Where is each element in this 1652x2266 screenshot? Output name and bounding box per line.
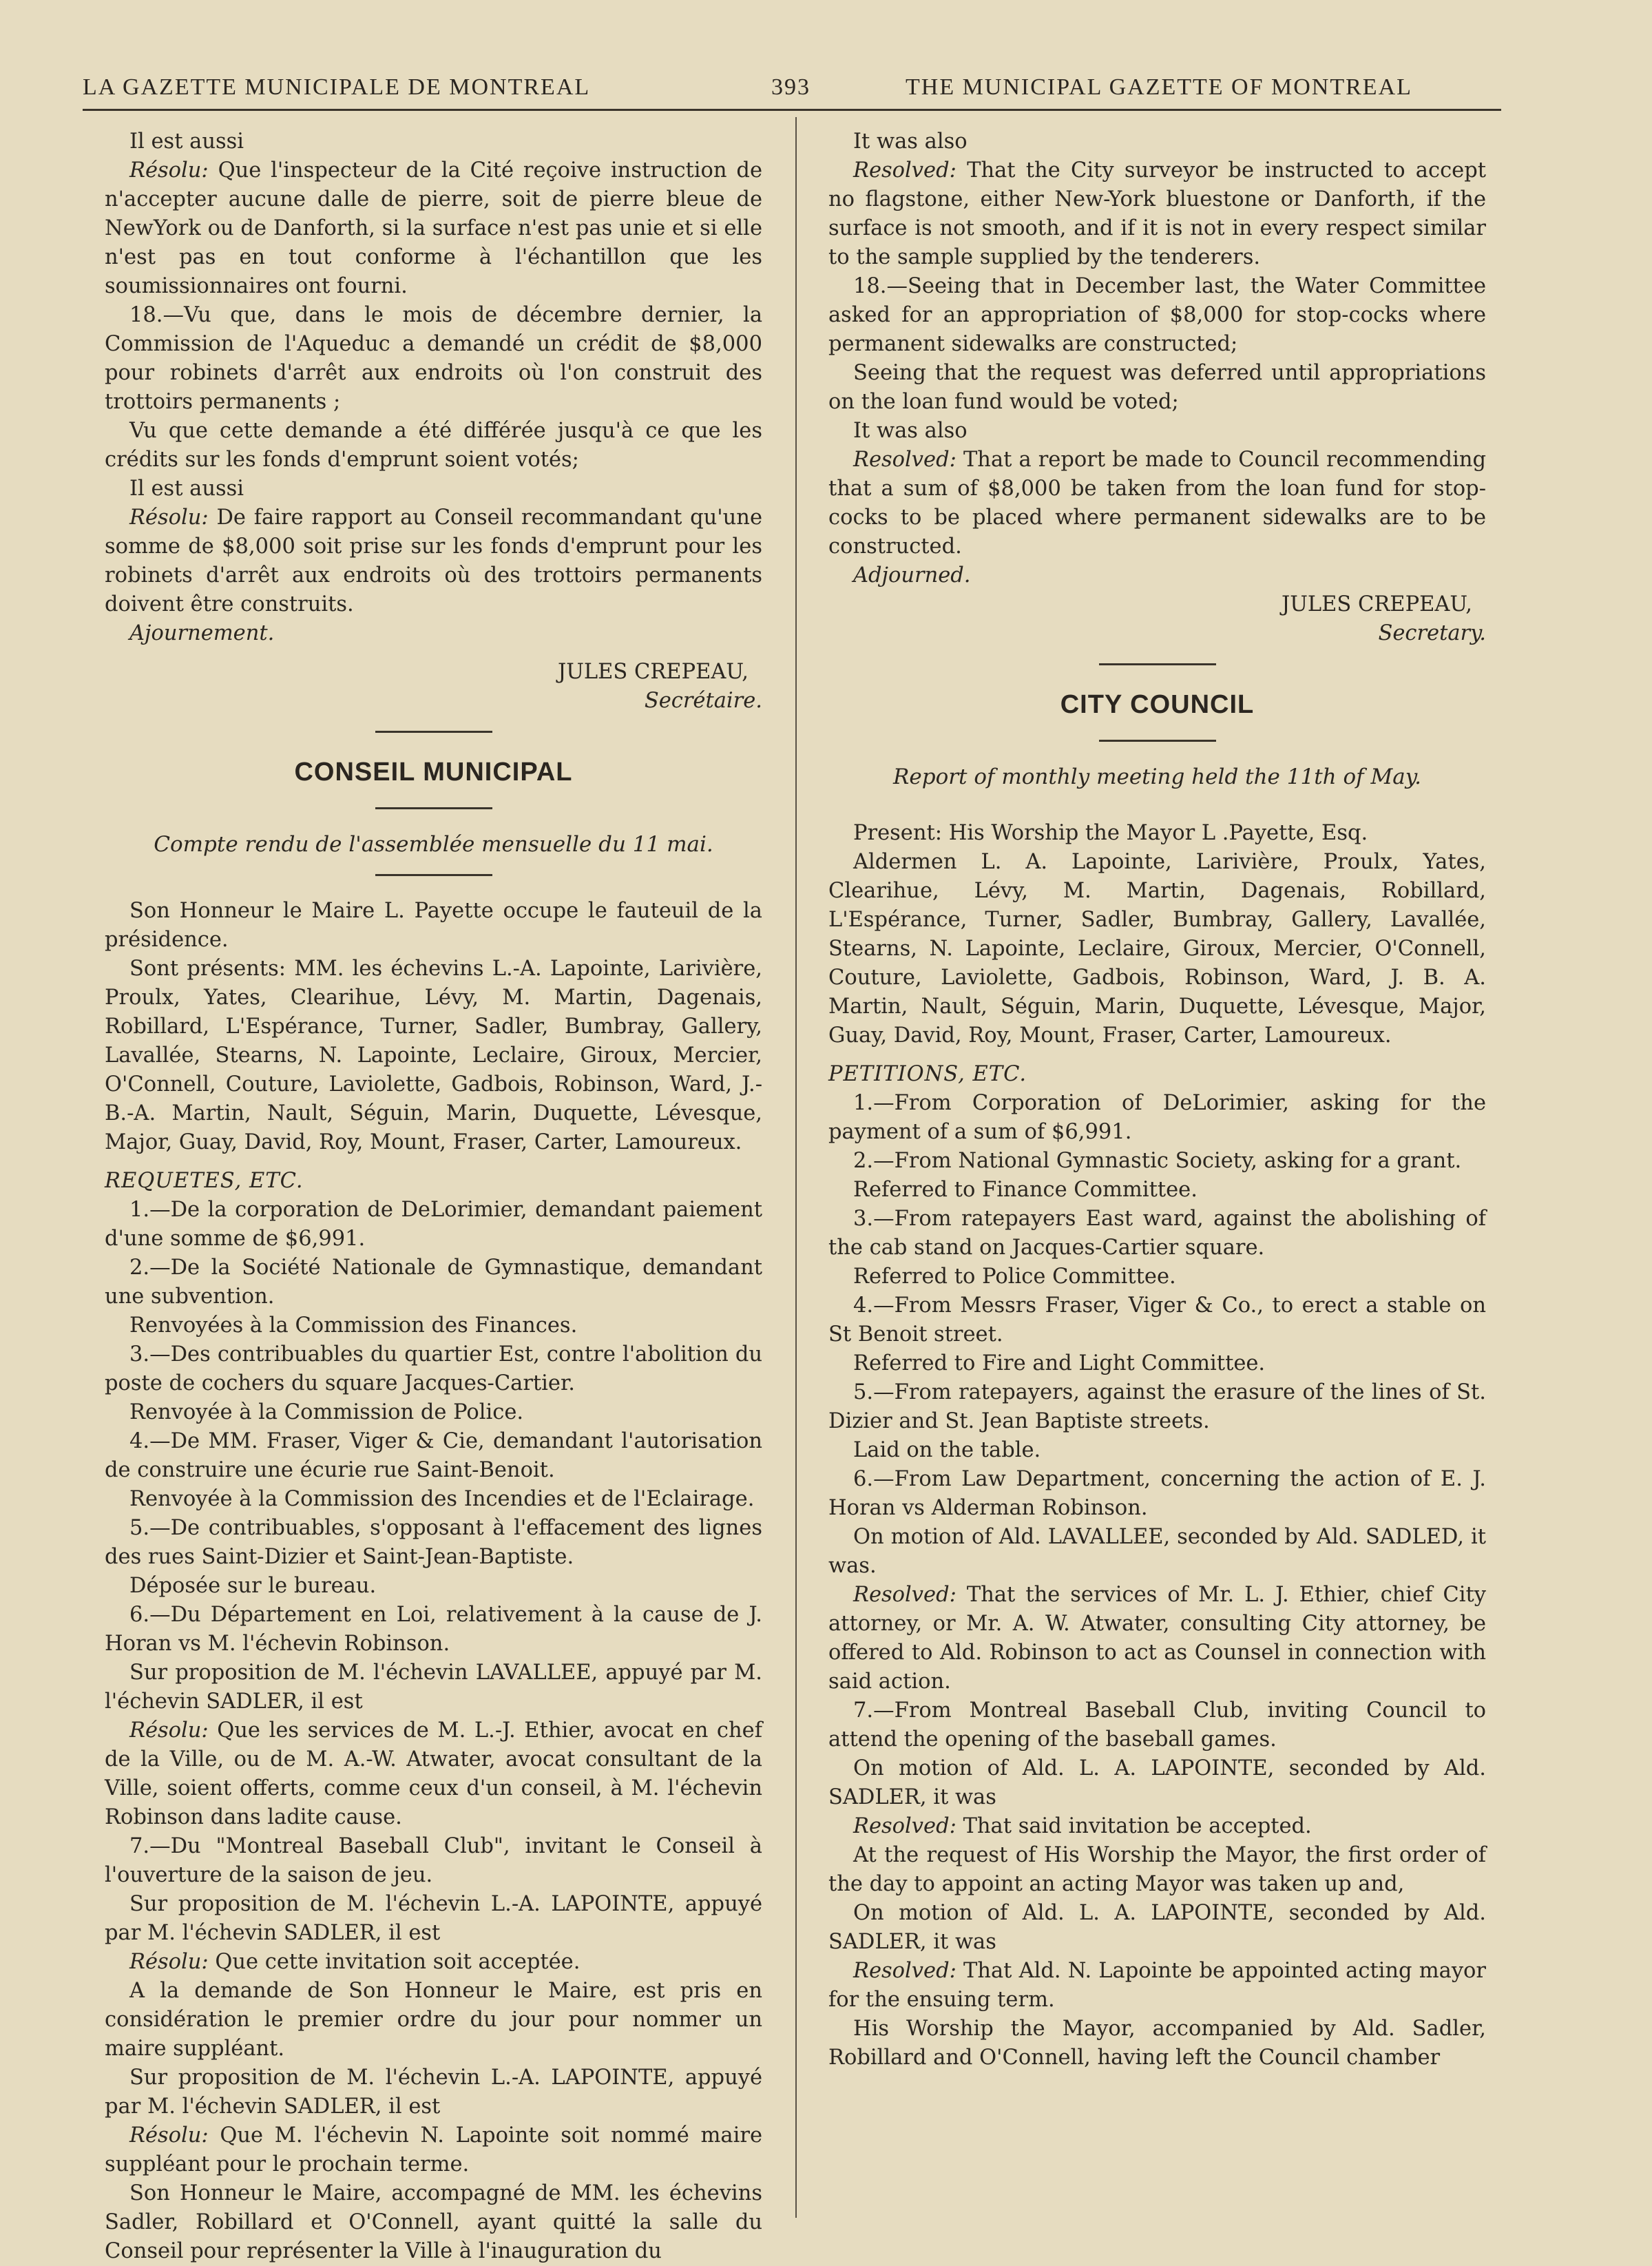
paragraph-text: That said invitation be accepted. <box>956 1814 1312 1838</box>
paragraph: 7.—From Montreal Baseball Club, inviting Council to attend the opening of the baseball games. <box>828 1698 1486 1752</box>
resolved-label: Résolu: <box>129 158 209 183</box>
column-divider <box>795 117 797 2218</box>
resolved-label: Résolu: <box>129 1718 209 1743</box>
adjournment: Adjourned. <box>853 563 971 588</box>
separator-rule <box>375 731 492 733</box>
header-right-title: THE MUNICIPAL GAZETTE OF MONTREAL <box>906 74 1412 100</box>
paragraph <box>828 446 1486 561</box>
paragraph: A la demande de Son Honneur le Maire, est pris en considération le premier ordre du jour pour nommer un maire suppléant. <box>105 1979 762 2061</box>
paragraph: 4.—De MM. Fraser, Viger & Cie, demandant l'autorisation de construire une écurie rue Saint-Benoit. <box>105 1429 762 1482</box>
paragraph: 2.—From National Gymnastic Society, asking for a grant. <box>853 1149 1462 1173</box>
paragraph: Renvoyée à la Commission de Police. <box>129 1400 524 1424</box>
paragraph: Déposée sur le bureau. <box>129 1574 377 1598</box>
paragraph: Referred to Fire and Light Committee. <box>853 1351 1266 1375</box>
paragraph: Referred to Police Committee. <box>853 1265 1176 1289</box>
paragraph: 4.—From Messrs Fraser, Viger & Co., to erect a stable on St Benoit street. <box>828 1293 1486 1347</box>
section-subtitle: Report of monthly meeting held the 11th of May. <box>893 765 1421 789</box>
paragraph <box>105 2121 762 2179</box>
adjournment: Ajournement. <box>129 621 275 645</box>
paragraph: On motion of Ald. LAVALLEE, seconded by Ald. SADLED, it was. <box>828 1525 1486 1578</box>
paragraph: 3.—Des contribuables du quartier Est, contre l'abolition du poste de cochers du square Jacques-Cartier. <box>105 1342 762 1395</box>
paragraph-text: That the City surveyor be instructed to accept no flagstone, either New-York bluestone or Danforth, if the surface is not smooth, and if it is not in every respect similar to the sample supplied by the tenderers. <box>828 158 1486 269</box>
section-subtitle: Compte rendu de l'assemblée mensuelle du 11 mai. <box>154 832 713 857</box>
paragraph: 7.—Du "Montreal Baseball Club", invitant le Conseil à l'ouverture de la saison de jeu. <box>105 1834 762 1887</box>
paragraph <box>105 1948 762 1977</box>
signature-title: Secretary. <box>1378 621 1486 645</box>
paragraph: 1.—De la corporation de DeLorimier, demandant paiement d'une somme de $6,991. <box>105 1198 762 1251</box>
paragraph <box>105 1716 762 1832</box>
resolved-label: Resolved: <box>853 1814 956 1838</box>
signature-name: JULES CREPEAU, <box>557 660 749 684</box>
resolved-label: Resolved: <box>853 158 956 183</box>
paragraph-text: De faire rapport au Conseil recommandant qu'une somme de $8,000 soit prise sur les fonds d'emprunt pour les robinets d'arrêt aux endroits où des trottoirs permanents doivent être construits. <box>105 506 762 616</box>
paragraph: Laid on the table. <box>853 1438 1041 1462</box>
paragraph: Aldermen L. A. Lapointe, Larivière, Proulx, Yates, Clearihue, Lévy, M. Martin, Dagenais, Robillard, L'Espérance, Turner, Sadler, Bumbray, Gallery, Lavallée, Stearns, N. Lapointe, Leclaire, Giroux, Mercier, O'Connell, Couture, Laviolette, Gadbois, Robinson, Ward, J. B. A. Martin, Nault, Séguin, Marin, Duquette, Lévesque, Major, Guay, David, Roy, Mount, Fraser, Carter, Lamoureux. <box>828 850 1486 1048</box>
paragraph: Renvoyée à la Commission des Incendies et de l'Eclairage. <box>129 1487 755 1511</box>
signature-name: JULES CREPEAU, <box>1281 592 1472 616</box>
paragraph: 6.—Du Département en Loi, relativement à la cause de J. Horan vs M. l'échevin Robinson. <box>105 1603 762 1656</box>
paragraph-text: Que les services de M. L.-J. Ethier, avocat en chef de la Ville, ou de M. A.-W. Atwater, avocat consultant de la Ville, soient offerts, comme ceux d'un conseil, à M. l'échevin Robinson dans ladite cause. <box>105 1718 762 1829</box>
french-column <box>105 127 762 2266</box>
paragraph <box>828 156 1486 272</box>
paragraph: 3.—From ratepayers East ward, against the abolishing of the cab stand on Jacques-Cartier square. <box>828 1207 1486 1260</box>
paragraph: It was also <box>853 129 968 154</box>
paragraph: Sont présents: MM. les échevins L.-A. Lapointe, Larivière, Proulx, Yates, Clearihue, Lévy, M. Martin, Dagenais, Robillard, L'Espérance, Turner, Sadler, Bumbray, Gallery, Lavallée, Stearns, N. Lapointe, Leclaire, Giroux, Mercier, O'Connell, Couture, Laviolette, Gadbois, Robinson, Ward, J.-B.-A. Martin, Nault, Séguin, Marin, Duquette, Lévesque, Major, Guay, David, Roy, Mount, Fraser, Carter, Lamoureux. <box>105 957 762 1154</box>
separator-rule <box>375 874 492 876</box>
section-title: CONSEIL MUNICIPAL <box>294 758 573 787</box>
paragraph-text: Que l'inspecteur de la Cité reçoive instruction de n'accepter aucune dalle de pierre, soit de pierre bleue de NewYork ou de Danforth, si la surface n'est pas unie et si elle n'est pas en tout conforme à l'échantillon que les soumissionnaires ont fourni. <box>105 158 762 298</box>
page-header <box>83 69 1501 110</box>
subheading: REQUETES, ETC. <box>105 1169 304 1193</box>
section-title: CITY COUNCIL <box>1060 690 1255 719</box>
paragraph: Present: His Worship the Mayor L .Payette, Esq. <box>853 821 1368 845</box>
paragraph: Referred to Finance Committee. <box>853 1178 1198 1202</box>
paragraph-text: That the services of Mr. L. J. Ethier, chief City attorney, or Mr. A. W. Atwater, consulting City attorney, be offered to Ald. Robinson to act as Counsel in connection with said action. <box>828 1583 1486 1694</box>
paragraph-text: That Ald. N. Lapointe be appointed acting mayor for the ensuing term. <box>828 1959 1486 2012</box>
paragraph <box>105 503 762 619</box>
resolved-label: Resolved: <box>853 448 956 472</box>
paragraph: Seeing that the request was deferred until appropriations on the loan fund would be voted; <box>828 361 1486 414</box>
paragraph: Renvoyées à la Commission des Finances. <box>129 1313 578 1338</box>
page-number: 393 <box>771 74 811 100</box>
resolved-label: Resolved: <box>853 1959 956 1983</box>
paragraph: Vu que cette demande a été différée jusqu'à ce que les crédits sur les fonds d'emprunt soient votés; <box>105 419 762 472</box>
paragraph: His Worship the Mayor, accompanied by Ald. Sadler, Robillard and O'Connell, having left the Council chamber <box>828 2017 1486 2070</box>
header-rule <box>83 109 1501 111</box>
header-left-title: LA GAZETTE MUNICIPALE DE MONTREAL <box>83 74 591 100</box>
paragraph: 18.—Vu que, dans le mois de décembre dernier, la Commission de l'Aqueduc a demandé un crédit de $8,000 pour robinets d'arrêt aux endroits où l'on construit des trottoirs permanents ; <box>105 303 762 414</box>
paragraph: On motion of Ald. L. A. LAPOINTE, seconded by Ald. SADLER, it was <box>828 1756 1486 1809</box>
paragraph: 5.—De contribuables, s'opposant à l'effacement des lignes des rues Saint-Dizier et Saint-Jean-Baptiste. <box>105 1516 762 1569</box>
paragraph <box>828 1581 1486 1696</box>
resolved-label: Résolu: <box>129 1950 209 1974</box>
paragraph: Sur proposition de M. l'échevin LAVALLEE, appuyé par M. l'échevin SADLER, il est <box>105 1661 762 1714</box>
paragraph: At the request of His Worship the Mayor, the first order of the day to appoint an acting Mayor was taken up and, <box>828 1843 1486 1896</box>
paragraph: On motion of Ald. L. A. LAPOINTE, seconded by Ald. SADLER, it was <box>828 1901 1486 1954</box>
paragraph: 6.—From Law Department, concerning the action of E. J. Horan vs Alderman Robinson. <box>828 1467 1486 1520</box>
separator-rule <box>375 807 492 809</box>
paragraph: 1.—From Corporation of DeLorimier, asking for the payment of a sum of $6,991. <box>828 1091 1486 1144</box>
paragraph: Son Honneur le Maire, accompagné de MM. les échevins Sadler, Robillard et O'Connell, ayant quitté la salle du Conseil pour représenter la Ville à l'inauguration du <box>105 2181 762 2263</box>
resolved-label: Résolu: <box>129 2123 209 2148</box>
paragraph: Il est aussi <box>129 477 244 501</box>
paragraph: 18.—Seeing that in December last, the Water Committee asked for an appropriation of $8,000 for stop-cocks where permanent sidewalks are constructed; <box>828 274 1486 356</box>
paragraph: Son Honneur le Maire L. Payette occupe le fauteuil de la présidence. <box>105 899 762 952</box>
signature-title: Secrétaire. <box>644 689 762 713</box>
paragraph <box>105 156 762 301</box>
subheading: PETITIONS, ETC. <box>828 1062 1027 1086</box>
paragraph: Sur proposition de M. l'échevin L.-A. LAPOINTE, appuyé par M. l'échevin SADLER, il est <box>105 1892 762 1945</box>
paragraph: 5.—From ratepayers, against the erasure of the lines of St. Dizier and St. Jean Baptiste streets. <box>828 1380 1486 1433</box>
english-column <box>828 127 1486 2072</box>
paragraph-text: Que M. l'échevin N. Lapointe soit nommé maire suppléant pour le prochain terme. <box>105 2123 762 2176</box>
paragraph <box>828 1957 1486 2015</box>
separator-rule <box>1099 663 1216 665</box>
separator-rule <box>1099 740 1216 742</box>
paragraph-text: Que cette invitation soit acceptée. <box>208 1950 581 1974</box>
paragraph-text: That a report be made to Council recommending that a sum of $8,000 be taken from the loan fund for stop-cocks to be placed where permanent sidewalks are to be constructed. <box>828 448 1486 559</box>
resolved-label: Resolved: <box>853 1583 956 1607</box>
resolved-label: Résolu: <box>129 506 209 530</box>
paragraph: Sur proposition de M. l'échevin L.-A. LAPOINTE, appuyé par M. l'échevin SADLER, il est <box>105 2066 762 2119</box>
paragraph: 2.—De la Société Nationale de Gymnastique, demandant une subvention. <box>105 1256 762 1309</box>
paragraph <box>828 1812 1486 1841</box>
paragraph: Il est aussi <box>129 129 244 154</box>
paragraph: It was also <box>853 419 968 443</box>
